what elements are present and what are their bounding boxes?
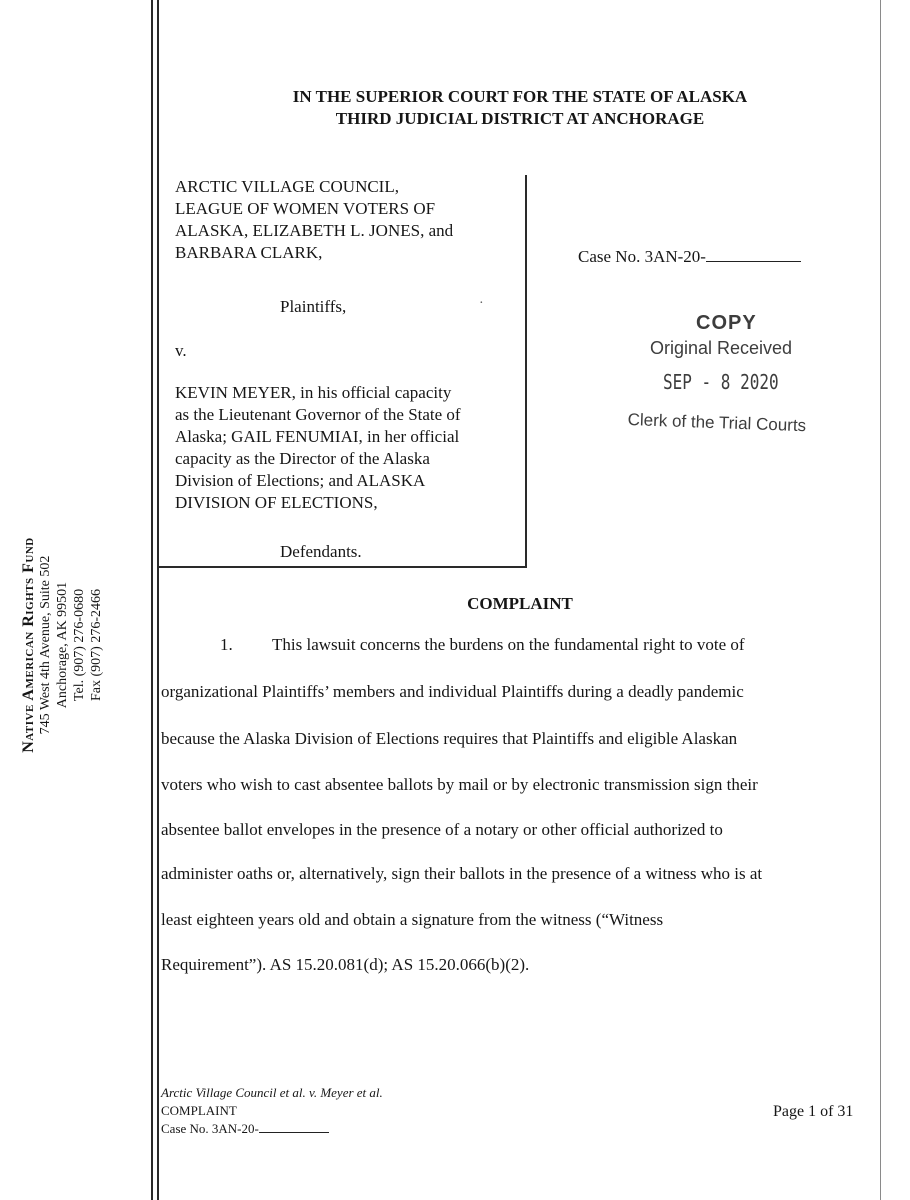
- footer-case-number-blank: [259, 1120, 329, 1133]
- firm-fax: Fax (907) 276-2466: [89, 589, 104, 701]
- footer-case-number: [161, 1120, 383, 1138]
- margin-rule-left-outer: [151, 0, 153, 1200]
- court-name: IN THE SUPERIOR COURT FOR THE STATE OF ALASKA: [292, 87, 748, 106]
- stray-mark: ·: [479, 296, 484, 311]
- body-line: Requirement”). AS 15.20.081(d); AS 15.20.066(b)(2).: [161, 955, 530, 974]
- footer-doc-type: COMPLAINT: [161, 1103, 237, 1118]
- stamp-original-received: Original Received: [650, 338, 793, 358]
- footer-block: [161, 1084, 383, 1138]
- page-number: Page 1 of 31: [773, 1103, 854, 1120]
- case-number: [578, 245, 801, 267]
- document-title: COMPLAINT: [467, 594, 573, 613]
- body-line: This lawsuit concerns the burdens on the fundamental right to vote of: [272, 635, 745, 654]
- firm-city: Anchorage, AK 99501: [55, 581, 70, 709]
- stamp-copy: COPY: [696, 312, 757, 334]
- paragraph-number: 1.: [220, 635, 233, 654]
- body-line: absentee ballot envelopes in the presence of a notary or other official authorized to: [161, 820, 723, 839]
- body-line: organizational Plaintiffs’ members and individual Plaintiffs during a deadly pandemic: [161, 682, 744, 701]
- plaintiffs-label: Plaintiffs,: [280, 297, 347, 316]
- body-line: because the Alaska Division of Elections requires that Plaintiffs and eligible Alaskan: [161, 729, 738, 748]
- court-district: THIRD JUDICIAL DISTRICT AT ANCHORAGE: [335, 109, 705, 128]
- body-line: administer oaths or, alternatively, sign their ballots in the presence of a witness who is at: [161, 864, 763, 883]
- firm-name: Native American Rights Fund: [20, 537, 37, 753]
- plaintiffs-names: ARCTIC VILLAGE COUNCIL, LEAGUE OF WOMEN VOTERS OF ALASKA, ELIZABETH L. JONES, and BARBARA CLARK,: [175, 177, 454, 262]
- case-number-blank: [706, 245, 801, 262]
- footer-case-short: Arctic Village Council et al. v. Meyer et al.: [161, 1085, 383, 1100]
- caption-border-bottom: [158, 566, 527, 568]
- margin-rule-right: [880, 0, 881, 1200]
- body-line: voters who wish to cast absentee ballots by mail or by electronic transmission sign their: [161, 775, 758, 794]
- firm-address: 745 West 4th Avenue, Suite 502: [38, 555, 53, 735]
- stamp-clerk: Clerk of the Trial Courts: [627, 410, 807, 436]
- defendants-names: KEVIN MEYER, in his official capacity as the Lieutenant Governor of the State of Alaska; GAIL FENUMIAI, in her official capacity as the Director of the Alaska Division of Elections; and ALASKA DIVISION OF ELECTIONS,: [175, 383, 461, 512]
- case-number-label: Case No. 3AN-20-: [578, 247, 706, 266]
- defendants-label: Defendants.: [280, 542, 362, 561]
- footer-case-number-label: Case No. 3AN-20-: [161, 1121, 259, 1136]
- margin-rule-left-inner: [157, 0, 159, 1200]
- caption-border-right: [525, 175, 527, 567]
- firm-tel: Tel. (907) 276-0680: [72, 588, 87, 702]
- versus-label: v.: [175, 341, 187, 360]
- firm-letterhead: [20, 420, 130, 870]
- body-line: least eighteen years old and obtain a signature from the witness (“Witness: [161, 910, 664, 929]
- stamp-date: SEP - 8 2020: [663, 370, 779, 394]
